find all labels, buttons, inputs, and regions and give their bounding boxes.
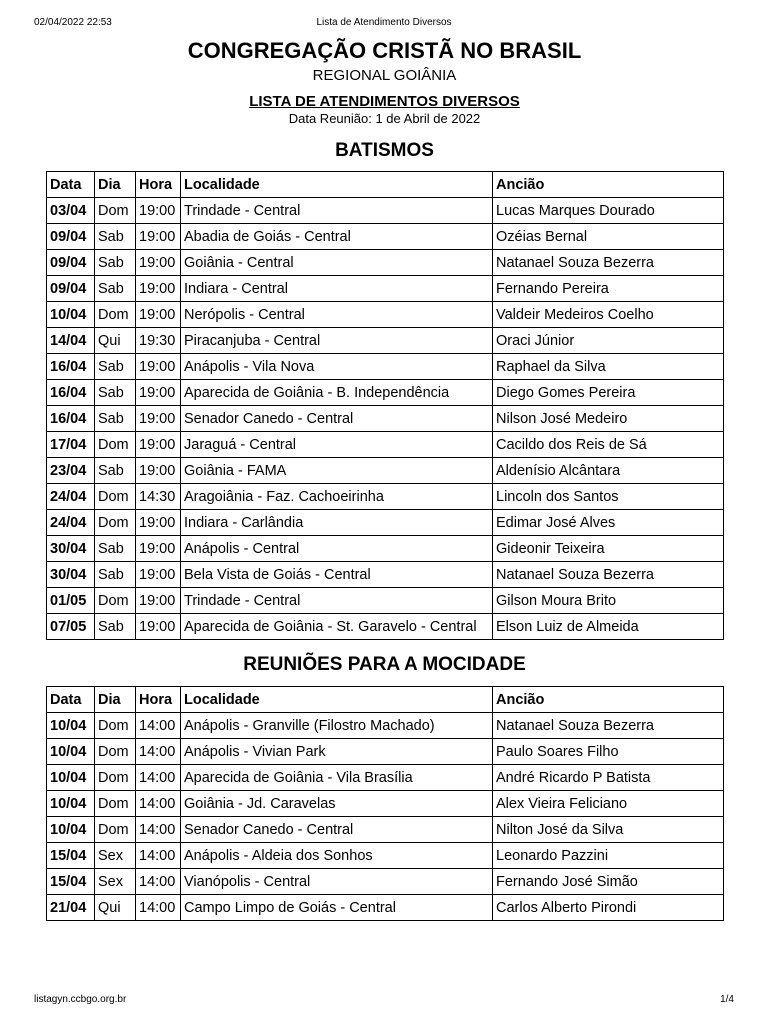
cell-time: 19:00 <box>136 198 181 224</box>
cell-time: 19:00 <box>136 406 181 432</box>
cell-day: Sab <box>95 614 136 640</box>
cell-elder: Lincoln dos Santos <box>493 484 724 510</box>
table-header-row <box>47 687 724 713</box>
mocidade-table <box>46 686 724 921</box>
cell-date: 09/04 <box>47 250 95 276</box>
cell-date: 16/04 <box>47 380 95 406</box>
cell-time: 19:00 <box>136 302 181 328</box>
cell-time: 19:00 <box>136 432 181 458</box>
column-header-hora: Hora <box>136 172 181 198</box>
cell-time: 14:00 <box>136 895 181 921</box>
table-row <box>47 354 724 380</box>
cell-date: 01/05 <box>47 588 95 614</box>
cell-elder: Natanael Souza Bezerra <box>493 713 724 739</box>
cell-time: 14:30 <box>136 484 181 510</box>
table-row <box>47 791 724 817</box>
cell-locality: Indiara - Central <box>181 276 493 302</box>
cell-day: Sex <box>95 869 136 895</box>
table-row <box>47 432 724 458</box>
cell-elder: Aldenísio Alcântara <box>493 458 724 484</box>
table-row <box>47 510 724 536</box>
cell-date: 09/04 <box>47 224 95 250</box>
cell-locality: Goiânia - Central <box>181 250 493 276</box>
cell-date: 10/04 <box>47 302 95 328</box>
cell-locality: Trindade - Central <box>181 198 493 224</box>
cell-elder: Elson Luiz de Almeida <box>493 614 724 640</box>
cell-time: 19:00 <box>136 536 181 562</box>
cell-date: 10/04 <box>47 713 95 739</box>
page-number: 1/4 <box>720 994 734 1005</box>
cell-time: 19:00 <box>136 276 181 302</box>
cell-elder: Nilton José da Silva <box>493 817 724 843</box>
cell-date: 23/04 <box>47 458 95 484</box>
cell-day: Qui <box>95 328 136 354</box>
cell-time: 19:00 <box>136 510 181 536</box>
print-header <box>34 17 734 31</box>
batismos-table <box>46 171 724 640</box>
cell-time: 14:00 <box>136 791 181 817</box>
cell-elder: Alex Vieira Feliciano <box>493 791 724 817</box>
cell-date: 07/05 <box>47 614 95 640</box>
cell-locality: Anápolis - Aldeia dos Sonhos <box>181 843 493 869</box>
cell-elder: Lucas Marques Dourado <box>493 198 724 224</box>
column-header-hora: Hora <box>136 687 181 713</box>
cell-day: Sab <box>95 380 136 406</box>
cell-day: Dom <box>95 198 136 224</box>
cell-locality: Senador Canedo - Central <box>181 406 493 432</box>
cell-locality: Aragoiânia - Faz. Cachoeirinha <box>181 484 493 510</box>
cell-time: 19:00 <box>136 354 181 380</box>
cell-date: 10/04 <box>47 765 95 791</box>
cell-time: 19:00 <box>136 380 181 406</box>
cell-day: Dom <box>95 713 136 739</box>
cell-elder: Fernando Pereira <box>493 276 724 302</box>
cell-locality: Anápolis - Central <box>181 536 493 562</box>
cell-day: Sab <box>95 224 136 250</box>
cell-day: Sab <box>95 276 136 302</box>
table-row <box>47 817 724 843</box>
table-row <box>47 198 724 224</box>
cell-day: Sab <box>95 250 136 276</box>
cell-time: 14:00 <box>136 817 181 843</box>
cell-date: 14/04 <box>47 328 95 354</box>
table-row <box>47 869 724 895</box>
cell-day: Sab <box>95 536 136 562</box>
cell-date: 15/04 <box>47 869 95 895</box>
column-header-anciao: Ancião <box>493 687 724 713</box>
cell-time: 14:00 <box>136 739 181 765</box>
cell-date: 30/04 <box>47 536 95 562</box>
cell-elder: Cacildo dos Reis de Sá <box>493 432 724 458</box>
cell-time: 19:00 <box>136 588 181 614</box>
cell-locality: Campo Limpo de Goiás - Central <box>181 895 493 921</box>
column-header-dia: Dia <box>95 172 136 198</box>
section-title-batismos: BATISMOS <box>335 140 434 161</box>
cell-locality: Senador Canedo - Central <box>181 817 493 843</box>
table-row <box>47 458 724 484</box>
cell-date: 10/04 <box>47 817 95 843</box>
batismos-table-body <box>47 198 724 640</box>
cell-date: 16/04 <box>47 406 95 432</box>
table-row <box>47 895 724 921</box>
cell-time: 14:00 <box>136 765 181 791</box>
cell-time: 19:00 <box>136 614 181 640</box>
cell-date: 03/04 <box>47 198 95 224</box>
cell-day: Sex <box>95 843 136 869</box>
cell-time: 19:00 <box>136 458 181 484</box>
cell-elder: Carlos Alberto Pirondi <box>493 895 724 921</box>
cell-time: 19:30 <box>136 328 181 354</box>
cell-elder: Valdeir Medeiros Coelho <box>493 302 724 328</box>
table-row <box>47 765 724 791</box>
cell-locality: Goiânia - Jd. Caravelas <box>181 791 493 817</box>
column-header-data: Data <box>47 172 95 198</box>
cell-time: 19:00 <box>136 250 181 276</box>
section-title-mocidade: REUNIÕES PARA A MOCIDADE <box>243 654 526 675</box>
table-row <box>47 380 724 406</box>
cell-time: 14:00 <box>136 843 181 869</box>
cell-locality: Abadia de Goiás - Central <box>181 224 493 250</box>
cell-date: 30/04 <box>47 562 95 588</box>
cell-elder: Paulo Soares Filho <box>493 739 724 765</box>
cell-day: Qui <box>95 895 136 921</box>
cell-day: Sab <box>95 354 136 380</box>
print-footer <box>34 994 734 1008</box>
cell-locality: Jaraguá - Central <box>181 432 493 458</box>
cell-locality: Aparecida de Goiânia - Vila Brasília <box>181 765 493 791</box>
cell-elder: Fernando José Simão <box>493 869 724 895</box>
cell-day: Dom <box>95 484 136 510</box>
cell-date: 24/04 <box>47 484 95 510</box>
cell-day: Sab <box>95 406 136 432</box>
print-datetime: 02/04/2022 22:53 <box>34 17 112 28</box>
cell-elder: Natanael Souza Bezerra <box>493 250 724 276</box>
cell-elder: Gilson Moura Brito <box>493 588 724 614</box>
cell-day: Dom <box>95 791 136 817</box>
cell-locality: Anápolis - Vivian Park <box>181 739 493 765</box>
table-header-row <box>47 172 724 198</box>
table-row <box>47 250 724 276</box>
cell-day: Sab <box>95 562 136 588</box>
document-content <box>46 36 723 921</box>
column-header-anciao: Ancião <box>493 172 724 198</box>
cell-date: 10/04 <box>47 739 95 765</box>
cell-locality: Anápolis - Granville (Filostro Machado) <box>181 713 493 739</box>
cell-locality: Aparecida de Goiânia - B. Independência <box>181 380 493 406</box>
column-header-dia: Dia <box>95 687 136 713</box>
cell-day: Sab <box>95 458 136 484</box>
cell-day: Dom <box>95 739 136 765</box>
cell-day: Dom <box>95 817 136 843</box>
table-row <box>47 588 724 614</box>
cell-locality: Trindade - Central <box>181 588 493 614</box>
column-header-localidade: Localidade <box>181 687 493 713</box>
cell-date: 09/04 <box>47 276 95 302</box>
column-header-localidade: Localidade <box>181 172 493 198</box>
cell-locality: Anápolis - Vila Nova <box>181 354 493 380</box>
cell-date: 21/04 <box>47 895 95 921</box>
cell-time: 19:00 <box>136 224 181 250</box>
cell-day: Dom <box>95 432 136 458</box>
cell-elder: Edimar José Alves <box>493 510 724 536</box>
cell-locality: Goiânia - FAMA <box>181 458 493 484</box>
table-row <box>47 536 724 562</box>
cell-date: 10/04 <box>47 791 95 817</box>
table-row <box>47 276 724 302</box>
column-header-data: Data <box>47 687 95 713</box>
print-doc-title: Lista de Atendimento Diversos <box>316 17 452 28</box>
cell-day: Dom <box>95 588 136 614</box>
cell-elder: Natanael Souza Bezerra <box>493 562 724 588</box>
cell-time: 14:00 <box>136 869 181 895</box>
cell-date: 24/04 <box>47 510 95 536</box>
cell-locality: Aparecida de Goiânia - St. Garavelo - Central <box>181 614 493 640</box>
cell-elder: André Ricardo P Batista <box>493 765 724 791</box>
table-row <box>47 614 724 640</box>
cell-elder: Ozéias Bernal <box>493 224 724 250</box>
table-row <box>47 562 724 588</box>
table-row <box>47 739 724 765</box>
cell-date: 17/04 <box>47 432 95 458</box>
cell-time: 19:00 <box>136 562 181 588</box>
table-row <box>47 406 724 432</box>
cell-locality: Vianópolis - Central <box>181 869 493 895</box>
cell-locality: Indiara - Carlândia <box>181 510 493 536</box>
table-row <box>47 843 724 869</box>
cell-locality: Piracanjuba - Central <box>181 328 493 354</box>
table-row <box>47 713 724 739</box>
table-row <box>47 484 724 510</box>
regional-name: REGIONAL GOIÂNIA <box>312 67 457 84</box>
cell-elder: Oraci Júnior <box>493 328 724 354</box>
cell-elder: Gideonir Teixeira <box>493 536 724 562</box>
table-row <box>47 302 724 328</box>
cell-date: 16/04 <box>47 354 95 380</box>
cell-elder: Raphael da Silva <box>493 354 724 380</box>
cell-elder: Diego Gomes Pereira <box>493 380 724 406</box>
list-title: LISTA DE ATENDIMENTOS DIVERSOS <box>249 93 520 110</box>
cell-locality: Bela Vista de Goiás - Central <box>181 562 493 588</box>
cell-elder: Leonardo Pazzini <box>493 843 724 869</box>
print-url: listagyn.ccbgo.org.br <box>34 994 127 1005</box>
cell-day: Dom <box>95 765 136 791</box>
table-row <box>47 328 724 354</box>
cell-date: 15/04 <box>47 843 95 869</box>
mocidade-table-body <box>47 713 724 921</box>
org-name: CONGREGAÇÃO CRISTÃ NO BRASIL <box>187 38 582 63</box>
cell-locality: Nerópolis - Central <box>181 302 493 328</box>
cell-day: Dom <box>95 510 136 536</box>
table-row <box>47 224 724 250</box>
meeting-date: Data Reunião: 1 de Abril de 2022 <box>288 111 481 126</box>
cell-day: Dom <box>95 302 136 328</box>
cell-time: 14:00 <box>136 713 181 739</box>
cell-elder: Nilson José Medeiro <box>493 406 724 432</box>
